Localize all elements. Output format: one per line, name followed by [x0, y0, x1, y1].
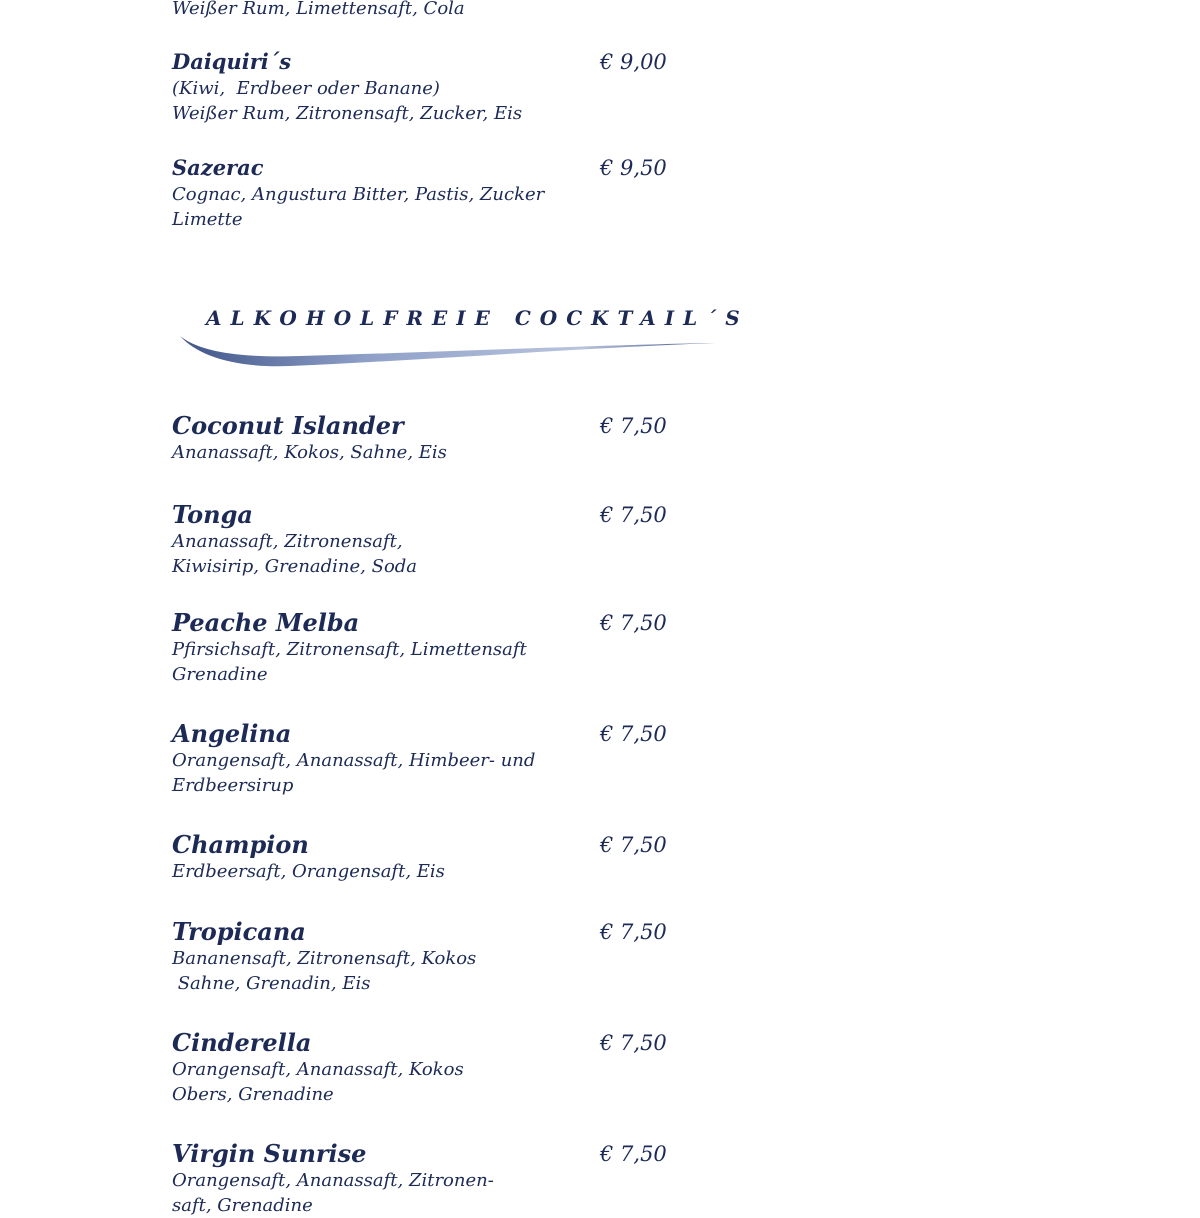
item-name: Champion: [172, 830, 309, 859]
item-price: € 7,50: [600, 414, 667, 438]
item-price: € 9,00: [600, 50, 667, 74]
item-description: Ananassaft, Zitronensaft, Kiwisirip, Grenadine, Soda: [172, 531, 418, 577]
item-price: € 7,50: [600, 833, 667, 857]
item-description: Cognac, Angustura Bitter, Pastis, Zucker Limette: [172, 184, 545, 230]
item-description: Bananensaft, Zitronensaft, Kokos Sahne, Grenadin, Eis: [172, 948, 477, 994]
menu-item-peache-melba: [172, 609, 672, 687]
item-name: Tonga: [172, 500, 253, 529]
menu-item-daiquiri: [172, 48, 672, 126]
item-description: Ananassaft, Kokos, Sahne, Eis: [172, 442, 447, 463]
item-description: Orangensaft, Ananassaft, Himbeer- und Erdbeersirup: [172, 750, 536, 796]
menu-item-cuba-libre-desc: [172, 0, 672, 21]
menu-item-champion: [172, 831, 672, 884]
item-name: Tropicana: [172, 917, 306, 946]
item-description: Pfirsichsaft, Zitronensaft, Limettensaft Grenadine: [172, 639, 527, 685]
item-name: Virgin Sunrise: [172, 1139, 367, 1168]
item-description: Weißer Rum, Limettensaft, Cola: [172, 0, 465, 19]
menu-item-sazerac: [172, 154, 672, 232]
menu-item-angelina: [172, 720, 672, 798]
item-name: Cinderella: [172, 1028, 312, 1057]
menu-item-tropicana: [172, 918, 672, 996]
item-price: € 9,50: [600, 156, 667, 180]
item-name: Sazerac: [172, 155, 264, 180]
item-name: Peache Melba: [172, 608, 360, 637]
item-price: € 7,50: [600, 503, 667, 527]
menu-item-cinderella: [172, 1029, 672, 1107]
item-price: € 7,50: [600, 920, 667, 944]
item-description: Erdbeersaft, Orangensaft, Eis: [172, 861, 445, 882]
section-heading: [180, 300, 749, 380]
item-name: Daiquiri´s: [172, 49, 292, 74]
item-price: € 7,50: [600, 1142, 667, 1166]
item-description: Orangensaft, Ananassaft, Kokos Obers, Grenadine: [172, 1059, 464, 1105]
item-description: (Kiwi, Erdbeer oder Banane) Weißer Rum, Zitronensaft, Zucker, Eis: [172, 78, 523, 124]
item-price: € 7,50: [600, 1031, 667, 1055]
item-price: € 7,50: [600, 722, 667, 746]
item-name: Coconut Islander: [172, 411, 404, 440]
item-name: Angelina: [172, 719, 292, 748]
section-title: ALKOHOLFREIE COCKTAIL´S: [206, 306, 749, 330]
item-description: Orangensaft, Ananassaft, Zitronen- saft, Grenadine: [172, 1170, 494, 1216]
menu-item-coconut-islander: [172, 412, 672, 465]
item-price: € 7,50: [600, 611, 667, 635]
menu-item-tonga: [172, 501, 672, 579]
menu-item-virgin-sunrise: [172, 1140, 672, 1218]
swoosh-decoration-icon: [180, 330, 720, 370]
